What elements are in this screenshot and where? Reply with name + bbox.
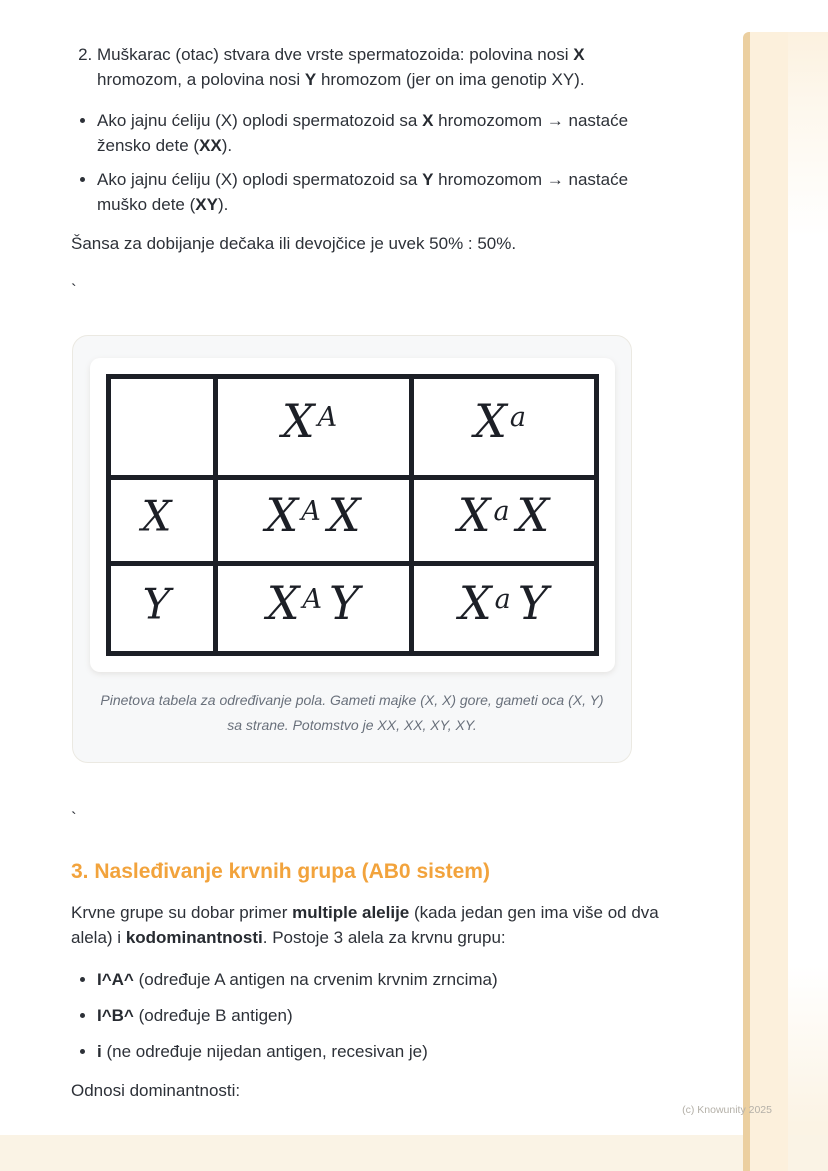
text-run: Muškarac (otac) stvara dve vrste spermatozoida: polovina nosi (97, 45, 574, 64)
numbered-list-item (97, 42, 651, 92)
outro-paragraph: Odnosi dominantnosti: (71, 1081, 241, 1100)
backtick-mark: ` (71, 809, 77, 828)
text-run: ). (217, 195, 229, 214)
bullet-list (71, 108, 651, 217)
bottom-gutter (0, 1135, 828, 1171)
text-run-bold: multiple alelije (292, 903, 410, 922)
text-run-bold: X (573, 45, 585, 64)
text-run-bold: kodominantnosti (125, 928, 263, 947)
table-cell-genotype: X $^A$ X (215, 478, 411, 564)
text-run: (određuje B antigen) (133, 1006, 293, 1025)
text-run-bold: Y (304, 70, 317, 89)
chance-paragraph: Šansa za dobijanje dečaka ili devojčice je uvek 50% : 50%. (71, 234, 517, 253)
table-cell-header: X $^A$ (215, 377, 411, 478)
allele-symbol: i (97, 1042, 102, 1061)
text-run: (ne određuje nijedan antigen, recesivan je) (101, 1042, 428, 1061)
figure-card (72, 335, 632, 763)
text-run-bold: XX (199, 136, 222, 155)
table-cell-row-label: X (108, 478, 215, 564)
table-cell-row-label: Y (108, 564, 215, 654)
table-cell-header: X $^a$ (411, 377, 596, 478)
text-run-bold: XY (195, 195, 218, 214)
allele-bullet-list (71, 967, 651, 1064)
text-run: (kada jedan gen ima više od dva alela) i (71, 903, 659, 947)
figure-caption: Pinetova tabela za određivanje pola. Gameti majke (X, X) gore, gameti oca (X, Y) sa strane. Potomstvo je XX, XX, XY, XY. (100, 692, 604, 733)
table-cell-genotype: X $^A$ Y (215, 564, 411, 654)
text-run: hromozomom → nastaće žensko dete ( (97, 111, 629, 155)
right-gutter (788, 32, 828, 1171)
bullet-item (97, 967, 651, 992)
bullet-item (97, 1003, 651, 1028)
table-cell-genotype: X $^a$ X (411, 478, 596, 564)
figure-image[interactable] (90, 358, 615, 672)
table-cell-genotype: X $^a$ Y (411, 564, 596, 654)
section-heading: 3. Nasleđivanje krvnih grupa (AB0 sistem) (71, 860, 490, 883)
text-run: . Postoje 3 alela za krvnu grupu: (262, 928, 506, 947)
text-run: hromozom, a polovina nosi (97, 70, 305, 89)
punnett-table (106, 374, 599, 656)
text-run: Ako jajnu ćeliju (X) oplodi spermatozoid sa (97, 170, 423, 189)
text-run: Ako jajnu ćeliju (X) oplodi spermatozoid sa (97, 111, 423, 130)
bullet-item (97, 108, 651, 158)
bullet-item (97, 167, 651, 217)
allele-symbol: I^B^ (97, 1006, 134, 1025)
text-run-bold: X (422, 111, 434, 130)
blood-intro-paragraph (71, 900, 683, 950)
text-run: ). (221, 136, 233, 155)
text-run: Krvne grupe su dobar primer (71, 903, 293, 922)
scrollbar-thumb[interactable] (743, 32, 788, 1171)
copyright-watermark: (c) Knowunity 2025 (682, 1104, 772, 1116)
text-run-bold: Y (422, 170, 434, 189)
bullet-item (97, 1039, 651, 1064)
text-run: (određuje A antigen na crvenim krvnim zrncima) (133, 970, 498, 989)
allele-symbol: I^A^ (97, 970, 134, 989)
numbered-list (71, 42, 651, 92)
table-cell-corner (108, 377, 215, 478)
text-run: hromozom (jer on ima genotip XY). (316, 70, 585, 89)
text-run: hromozomom → nastaće muško dete ( (97, 170, 629, 214)
backtick-mark: ` (71, 281, 77, 300)
